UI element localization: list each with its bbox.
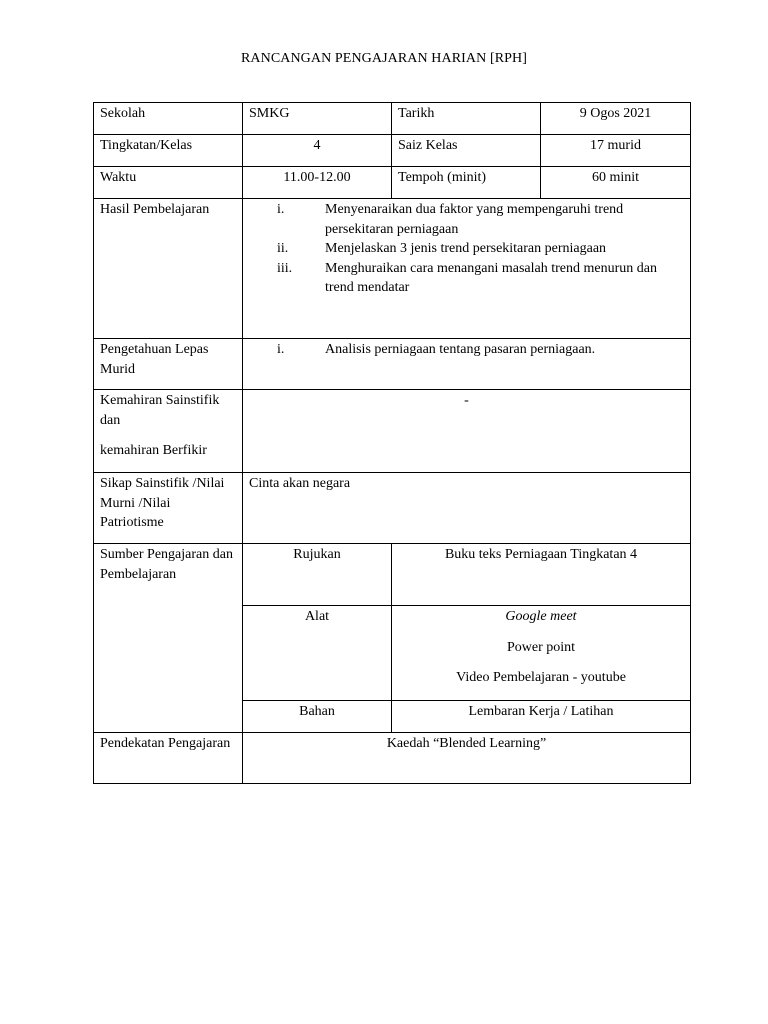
kemahiran-label-line2: kemahiran Berfikir — [100, 443, 207, 458]
sikap-label: Sikap Sainstifik /Nilai Murni /Nilai Patriotisme — [94, 473, 243, 544]
pendekatan-value: Kaedah “Blended Learning” — [243, 733, 691, 784]
page-title: RANCANGAN PENGAJARAN HARIAN [RPH] — [240, 51, 528, 66]
tarikh-value: 9 Ogos 2021 — [541, 103, 691, 135]
hasil-list — [249, 200, 684, 298]
row-pengetahuan-lepas — [94, 339, 691, 390]
tarikh-label: Tarikh — [392, 103, 541, 135]
hasil-label: Hasil Pembelajaran — [94, 199, 243, 339]
saiz-value: 17 murid — [541, 135, 691, 167]
kemahiran-label-line1: Kemahiran Sainstifik dan — [100, 393, 220, 428]
row-tingkatan — [94, 135, 691, 167]
waktu-value: 11.00-12.00 — [243, 167, 392, 199]
pengetahuan-list — [249, 340, 684, 360]
list-text: Menyenaraikan dua faktor yang mempengaruhi trend persekitaran perniagaan — [325, 202, 624, 237]
sikap-value: Cinta akan negara — [243, 473, 691, 544]
pendekatan-label: Pendekatan Pengajaran — [94, 733, 243, 784]
alat-values — [392, 606, 691, 701]
rph-table — [93, 102, 691, 784]
list-item — [249, 259, 684, 298]
list-item — [249, 340, 684, 360]
list-number: iii. — [277, 260, 293, 276]
alat-label: Alat — [243, 606, 392, 701]
row-sumber-rujukan — [94, 544, 691, 606]
list-number: ii. — [277, 241, 289, 256]
saiz-label: Saiz Kelas — [392, 135, 541, 167]
row-sikap — [94, 473, 691, 544]
kemahiran-value: - — [243, 390, 691, 473]
sekolah-value: SMKG — [243, 103, 392, 135]
list-text: Menghuraikan cara menangani masalah trend menurun dan trend mendatar — [325, 260, 657, 295]
pengetahuan-label: Pengetahuan Lepas Murid — [94, 339, 243, 390]
alat-item: Power point — [506, 639, 576, 655]
list-text: Menjelaskan 3 jenis trend persekitaran perniagaan — [325, 241, 607, 256]
list-item — [249, 200, 684, 239]
list-number: i. — [277, 342, 285, 357]
bahan-label: Bahan — [243, 701, 392, 733]
row-kemahiran — [94, 390, 691, 473]
bahan-value: Lembaran Kerja / Latihan — [392, 701, 691, 733]
rujukan-label: Rujukan — [243, 544, 392, 606]
pengetahuan-content — [243, 339, 691, 390]
alat-item: Video Pembelajaran - youtube — [456, 670, 626, 685]
tempoh-value: 60 minit — [541, 167, 691, 199]
sumber-label: Sumber Pengajaran dan Pembelajaran — [94, 544, 243, 733]
row-pendekatan — [94, 733, 691, 784]
alat-item-text: Google meet — [505, 609, 577, 624]
sekolah-label: Sekolah — [94, 103, 243, 135]
tempoh-label: Tempoh (minit) — [392, 167, 541, 199]
list-number: i. — [277, 202, 285, 217]
kemahiran-label — [94, 390, 243, 473]
row-sekolah — [94, 103, 691, 135]
tingkatan-value: 4 — [243, 135, 392, 167]
row-waktu — [94, 167, 691, 199]
hasil-content — [243, 199, 691, 339]
row-hasil-pembelajaran — [94, 199, 691, 339]
rujukan-value: Buku teks Perniagaan Tingkatan 4 — [392, 544, 691, 606]
alat-item — [398, 607, 684, 627]
list-item — [249, 239, 684, 259]
waktu-label: Waktu — [94, 167, 243, 199]
list-text: Analisis perniagaan tentang pasaran perniagaan. — [325, 342, 596, 357]
tingkatan-label: Tingkatan/Kelas — [94, 135, 243, 167]
